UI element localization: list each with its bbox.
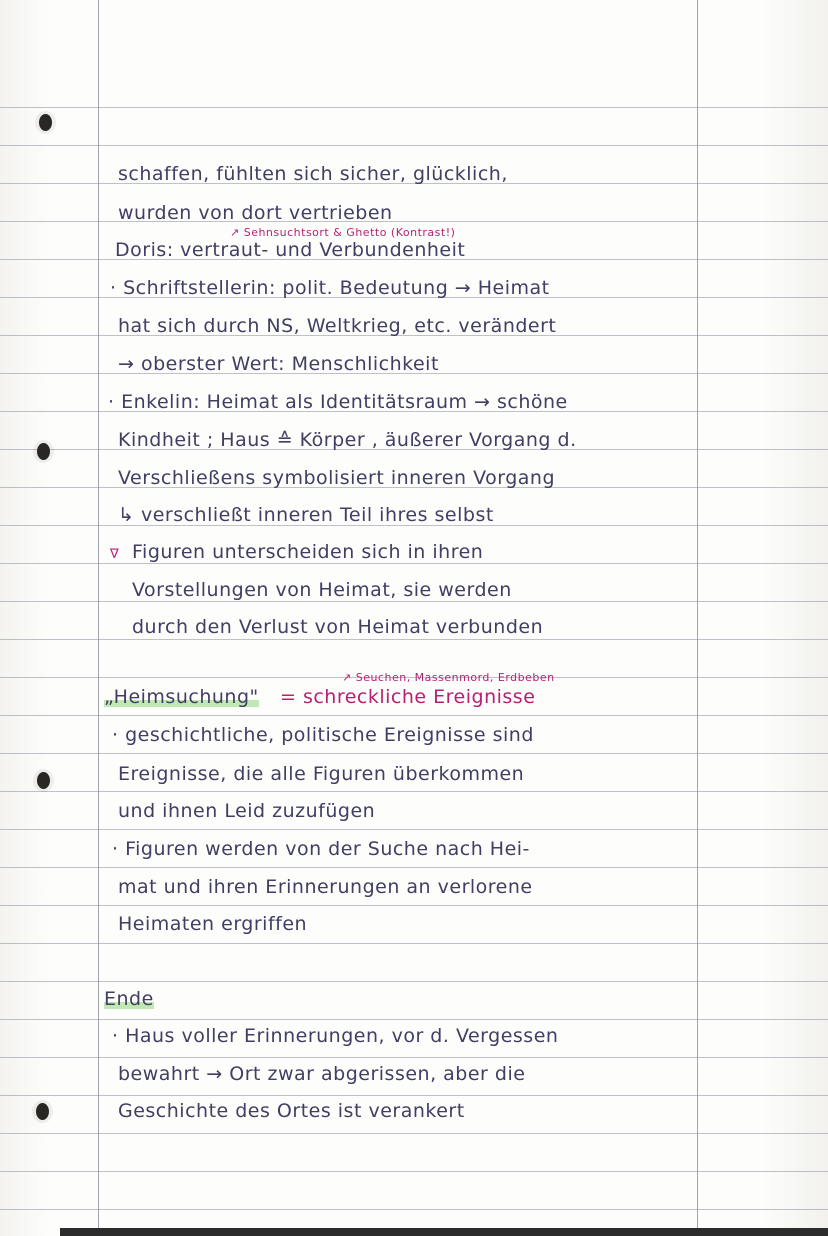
rule-line (0, 1095, 828, 1096)
rule-line (0, 639, 828, 640)
rule-line (0, 1171, 828, 1172)
punch-hole (39, 114, 52, 131)
note-line: Verschließens symbolisiert inneren Vorgang (118, 467, 556, 489)
rule-line (0, 1209, 828, 1210)
note-line: Heimaten ergriffen (118, 913, 308, 935)
rule-line (0, 867, 828, 868)
note-line: Geschichte des Ortes ist verankert (118, 1100, 465, 1122)
rule-line (0, 1057, 828, 1058)
rule-line (0, 107, 828, 108)
note-line: · geschichtliche, politische Ereignisse sind (112, 724, 534, 746)
note-line: Kindheit ; Haus ≙ Körper , äußerer Vorgang d. (118, 429, 577, 451)
left-margin-line (98, 0, 99, 1236)
right-margin-line (697, 0, 698, 1236)
note-line: mat und ihren Erinnerungen an verlorene (118, 876, 533, 898)
note-line: bewahrt → Ort zwar abgerissen, aber die (118, 1063, 526, 1085)
rule-line (0, 1133, 828, 1134)
rule-line (0, 791, 828, 792)
note-line: Doris: vertraut- und Verbundenheit (115, 239, 466, 261)
note-line: durch den Verlust von Heimat verbunden (132, 616, 544, 638)
summary-marker: ∇ (110, 547, 120, 562)
note-line: Figuren unterscheiden sich in ihren (132, 541, 484, 563)
annotation-examples: ↗ Seuchen, Massenmord, Erdbeben (342, 671, 555, 684)
note-line: Vorstellungen von Heimat, sie werden (132, 579, 512, 601)
rule-line (0, 145, 828, 146)
punch-hole (36, 1103, 49, 1120)
note-line: · Haus voller Erinnerungen, vor d. Vergessen (112, 1025, 559, 1047)
rule-line (0, 981, 828, 982)
note-line: und ihnen Leid zuzufügen (118, 800, 376, 822)
note-line: schaffen, fühlten sich sicher, glücklich, (118, 163, 508, 185)
rule-line (0, 943, 828, 944)
punch-hole (37, 443, 50, 460)
note-line: · Schriftstellerin: polit. Bedeutung → Heimat (110, 277, 550, 299)
page-bottom-edge (60, 1228, 828, 1236)
annotation-contrast: ↗ Sehnsuchtsort & Ghetto (Kontrast!) (230, 226, 456, 239)
section-heading-ende: Ende (104, 988, 154, 1010)
note-line: ↳ verschließt inneren Teil ihres selbst (118, 504, 494, 526)
punch-hole (37, 772, 50, 789)
note-line: Ereignisse, die alle Figuren überkommen (118, 763, 525, 785)
rule-line (0, 829, 828, 830)
section-heading-heimsuchung: „Heimsuchung" (104, 686, 259, 708)
note-line: → oberster Wert: Menschlichkeit (118, 353, 439, 375)
rule-line (0, 715, 828, 716)
rule-line (0, 905, 828, 906)
note-line: wurden von dort vertrieben (118, 202, 393, 224)
note-line: · Enkelin: Heimat als Identitätsraum → schöne (108, 391, 568, 413)
rule-line (0, 1019, 828, 1020)
note-line: · Figuren werden von der Suche nach Hei- (112, 838, 530, 860)
definition-line: = schreckliche Ereignisse (280, 686, 536, 708)
rule-line (0, 753, 828, 754)
note-line: hat sich durch NS, Weltkrieg, etc. verändert (118, 315, 557, 337)
